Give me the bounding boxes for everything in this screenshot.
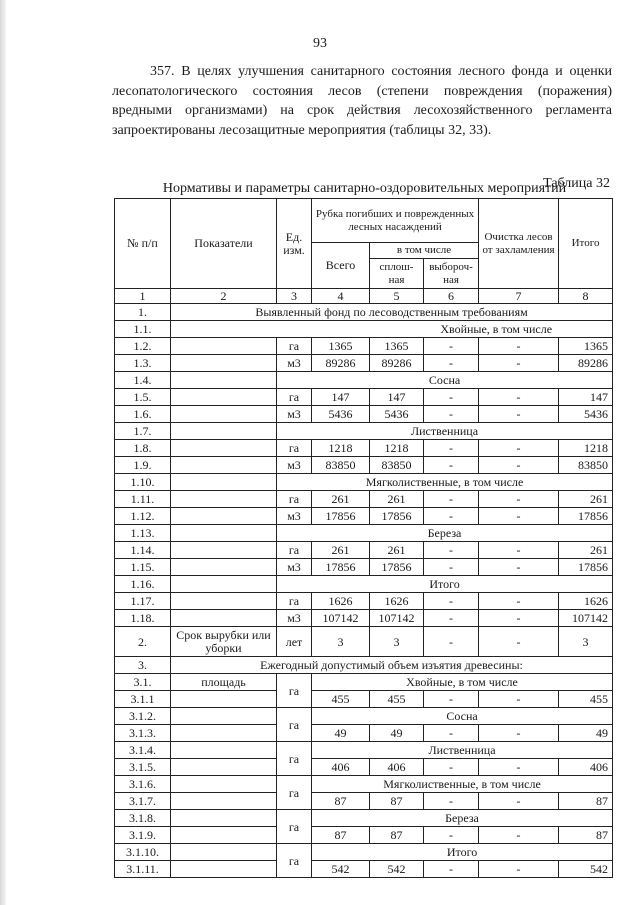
table-row [115, 776, 613, 793]
unit-cell: га [277, 440, 312, 457]
value-cell: 17856 [370, 508, 424, 525]
unit-cell: га [277, 593, 312, 610]
table-row [115, 372, 613, 389]
unit-cell: га [277, 389, 312, 406]
row-number: 1.10. [115, 474, 171, 491]
row-number: 1. [115, 304, 171, 321]
unit-cell: га [277, 708, 312, 742]
table-row [115, 861, 613, 878]
row-number: 1.8. [115, 440, 171, 457]
group-label: Мягколиственные, в том числе [312, 776, 613, 793]
value-cell: 1218 [559, 440, 613, 457]
col-index: 2 [171, 289, 277, 304]
value-cell: - [424, 508, 479, 525]
table-row [115, 627, 613, 657]
value-cell: 261 [312, 491, 370, 508]
table-row [115, 474, 613, 491]
row-number: 3.1.9. [115, 827, 171, 844]
col-index: 8 [559, 289, 613, 304]
header-felling: Рубка погибших и поврежденных лесных насаждений [312, 199, 479, 243]
row-number: 1.18. [115, 610, 171, 627]
col-index: 1 [115, 289, 171, 304]
table-row [115, 355, 613, 372]
table-row [115, 491, 613, 508]
row-number: 1.14. [115, 542, 171, 559]
value-cell: - [424, 440, 479, 457]
value-cell: 83850 [559, 457, 613, 474]
group-label: Мягколиственные, в том числе [277, 474, 613, 491]
value-cell: 17856 [370, 559, 424, 576]
value-cell: - [479, 491, 559, 508]
value-cell: - [479, 793, 559, 810]
group-label: Лиственница [312, 742, 613, 759]
table-title: Нормативы и параметры санитарно-оздоровительных мероприятий [162, 181, 567, 196]
group-label: Сосна [312, 708, 613, 725]
value-cell: - [424, 725, 479, 742]
value-cell: - [424, 759, 479, 776]
col-index: 6 [424, 289, 479, 304]
value-cell: - [424, 691, 479, 708]
value-cell: 83850 [312, 457, 370, 474]
table-row [115, 810, 613, 827]
table-row [115, 559, 613, 576]
value-cell: - [424, 861, 479, 878]
row-number: 3.1.6. [115, 776, 171, 793]
row-number: 3. [115, 657, 171, 674]
table-row [115, 542, 613, 559]
page-number: 93 [313, 36, 327, 51]
unit-cell: га [277, 338, 312, 355]
value-cell: 455 [370, 691, 424, 708]
value-cell: 1365 [312, 338, 370, 355]
value-cell: 87 [312, 793, 370, 810]
value-cell: - [424, 827, 479, 844]
value-cell: - [424, 389, 479, 406]
value-cell: - [479, 627, 559, 657]
unit-cell: м3 [277, 559, 312, 576]
header-cleanup: Очистка лесов от захламления [479, 199, 559, 289]
value-cell: 89286 [312, 355, 370, 372]
row-number: 3.1.3. [115, 725, 171, 742]
row-number: 3.1.8. [115, 810, 171, 827]
row-number: 3.1.4. [115, 742, 171, 759]
header-num: № п/п [115, 199, 171, 289]
value-cell: 1626 [370, 593, 424, 610]
table-row [115, 844, 613, 861]
value-cell: 3 [312, 627, 370, 657]
value-cell: 87 [559, 793, 613, 810]
paragraph-357: 357. В целях улучшения санитарного состояния лесного фонда и оценки лесопатологического состояния лесов (степени повреждения (поражения) вредными организмами) на срок действия лесохозяйственного регламента запроектированы лесозащитные мероприятия (таблицы 32, 33). [112, 64, 612, 138]
row-number: 3.1.2. [115, 708, 171, 725]
row-number: 3.1. [115, 674, 171, 691]
col-index: 3 [277, 289, 312, 304]
unit-cell: га [277, 674, 312, 708]
row-number: 1.4. [115, 372, 171, 389]
value-cell: - [479, 827, 559, 844]
value-cell: 147 [559, 389, 613, 406]
table-row [115, 576, 613, 593]
header-unit: Ед. изм. [277, 199, 312, 289]
value-cell: 87 [559, 827, 613, 844]
value-cell: 1365 [370, 338, 424, 355]
value-cell: 17856 [312, 559, 370, 576]
table-row [115, 423, 613, 440]
value-cell: 406 [312, 759, 370, 776]
value-cell: - [479, 559, 559, 576]
value-cell: - [424, 793, 479, 810]
value-cell: 1365 [559, 338, 613, 355]
group-label: Итого [277, 576, 613, 593]
row-number: 1.3. [115, 355, 171, 372]
col-index: 7 [479, 289, 559, 304]
group-label: Береза [277, 525, 613, 542]
value-cell: - [479, 593, 559, 610]
table-row [115, 827, 613, 844]
value-cell: 147 [312, 389, 370, 406]
value-cell: - [479, 457, 559, 474]
value-cell: - [479, 508, 559, 525]
header-incl: в том числе [370, 243, 479, 259]
row-number: 3.1.5. [115, 759, 171, 776]
value-cell: - [479, 691, 559, 708]
row-number: 1.9. [115, 457, 171, 474]
table-row [115, 525, 613, 542]
unit-cell: га [277, 542, 312, 559]
header-selective: выбороч-ная [424, 259, 479, 289]
group-label: Сосна [277, 372, 613, 389]
unit-cell: га [277, 844, 312, 878]
value-cell: - [479, 389, 559, 406]
row-number: 1.11. [115, 491, 171, 508]
value-cell: 83850 [370, 457, 424, 474]
value-cell: 5436 [370, 406, 424, 423]
value-cell: - [424, 593, 479, 610]
table-label: Таблица 32 [543, 176, 610, 191]
value-cell: 87 [370, 827, 424, 844]
group-label: Береза [312, 810, 613, 827]
group-label: Итого [312, 844, 613, 861]
unit-cell: м3 [277, 406, 312, 423]
unit-cell: га [277, 776, 312, 810]
value-cell: 455 [312, 691, 370, 708]
value-cell: 261 [559, 491, 613, 508]
header-clear: сплош-ная [370, 259, 424, 289]
value-cell: 17856 [312, 508, 370, 525]
scan-edge-shadow [0, 0, 6, 905]
group-label: Хвойные, в том числе [171, 321, 613, 338]
col-index: 5 [370, 289, 424, 304]
value-cell: - [424, 542, 479, 559]
value-cell: - [424, 491, 479, 508]
value-cell: 17856 [559, 559, 613, 576]
value-cell: 1626 [559, 593, 613, 610]
value-cell: 17856 [559, 508, 613, 525]
row-number: 3.1.10. [115, 844, 171, 861]
value-cell: - [424, 559, 479, 576]
value-cell: - [424, 610, 479, 627]
value-cell: - [479, 759, 559, 776]
value-cell: 49 [312, 725, 370, 742]
value-cell: 3 [370, 627, 424, 657]
indicator-label: Срок вырубки или уборки [171, 627, 277, 657]
header-total-felling: Всего [312, 243, 370, 289]
row-number: 1.1. [115, 321, 171, 338]
value-cell: 107142 [559, 610, 613, 627]
unit-cell: лет [277, 627, 312, 657]
table-row [115, 406, 613, 423]
value-cell: 89286 [370, 355, 424, 372]
value-cell: 406 [559, 759, 613, 776]
sanitary-measures-table [114, 198, 613, 878]
table-row [115, 304, 613, 321]
value-cell: - [424, 338, 479, 355]
value-cell: - [479, 725, 559, 742]
unit-cell: м3 [277, 508, 312, 525]
value-cell: 261 [559, 542, 613, 559]
table-row [115, 657, 613, 674]
unit-cell: м3 [277, 355, 312, 372]
unit-cell: га [277, 742, 312, 776]
table-row [115, 321, 613, 338]
group-label: Лиственница [277, 423, 613, 440]
table-row [115, 610, 613, 627]
value-cell: 49 [559, 725, 613, 742]
value-cell: 89286 [559, 355, 613, 372]
table-row [115, 725, 613, 742]
col-index: 4 [312, 289, 370, 304]
row-number: 2. [115, 627, 171, 657]
row-number: 1.15. [115, 559, 171, 576]
value-cell: 406 [370, 759, 424, 776]
table-row [115, 759, 613, 776]
section-label: Выявленный фонд по лесоводственным требованиям [171, 304, 613, 321]
value-cell: 87 [370, 793, 424, 810]
unit-cell: м3 [277, 610, 312, 627]
value-cell: 542 [312, 861, 370, 878]
value-cell: 261 [370, 491, 424, 508]
row-number: 1.16. [115, 576, 171, 593]
value-cell: 5436 [312, 406, 370, 423]
header-total: Итого [559, 199, 613, 289]
value-cell: - [424, 355, 479, 372]
value-cell: 87 [312, 827, 370, 844]
value-cell: - [479, 338, 559, 355]
indicator-label: площадь [171, 674, 277, 691]
table-row [115, 440, 613, 457]
value-cell: - [479, 610, 559, 627]
unit-cell: га [277, 810, 312, 844]
value-cell: 1218 [370, 440, 424, 457]
table-row [115, 457, 613, 474]
table-row [115, 793, 613, 810]
value-cell: 5436 [559, 406, 613, 423]
row-number: 1.5. [115, 389, 171, 406]
group-label: Хвойные, в том числе [312, 674, 613, 691]
row-number: 3.1.7. [115, 793, 171, 810]
value-cell: - [424, 627, 479, 657]
table-row [115, 742, 613, 759]
row-number: 1.13. [115, 525, 171, 542]
value-cell: 1218 [312, 440, 370, 457]
value-cell: 49 [370, 725, 424, 742]
row-number: 1.6. [115, 406, 171, 423]
table-row [115, 593, 613, 610]
value-cell: 107142 [312, 610, 370, 627]
value-cell: - [479, 406, 559, 423]
table-row [115, 674, 613, 691]
value-cell: - [424, 406, 479, 423]
value-cell: 261 [370, 542, 424, 559]
value-cell: 542 [370, 861, 424, 878]
value-cell: 107142 [370, 610, 424, 627]
table-row [115, 691, 613, 708]
row-number: 1.17. [115, 593, 171, 610]
value-cell: - [424, 457, 479, 474]
value-cell: 3 [559, 627, 613, 657]
value-cell: - [479, 355, 559, 372]
row-number: 1.7. [115, 423, 171, 440]
value-cell: 147 [370, 389, 424, 406]
value-cell: - [479, 861, 559, 878]
value-cell: 1626 [312, 593, 370, 610]
table-row [115, 708, 613, 725]
row-number: 1.12. [115, 508, 171, 525]
value-cell: - [479, 440, 559, 457]
section-label: Ежегодный допустимый объем изъятия древесины: [171, 657, 613, 674]
header-indicators: Показатели [171, 199, 277, 289]
unit-cell: м3 [277, 457, 312, 474]
value-cell: - [479, 542, 559, 559]
value-cell: 455 [559, 691, 613, 708]
table-row [115, 389, 613, 406]
table-row [115, 508, 613, 525]
row-number: 3.1.11. [115, 861, 171, 878]
table-row [115, 338, 613, 355]
row-number: 3.1.1 [115, 691, 171, 708]
column-index-row [115, 289, 613, 304]
unit-cell: га [277, 491, 312, 508]
value-cell: 261 [312, 542, 370, 559]
row-number: 1.2. [115, 338, 171, 355]
value-cell: 542 [559, 861, 613, 878]
